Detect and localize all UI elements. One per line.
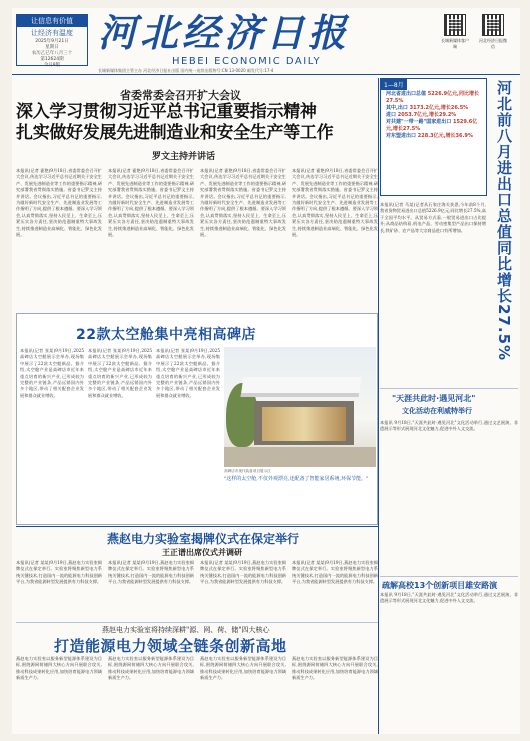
section-divider — [380, 576, 518, 577]
photo-roof — [241, 377, 362, 397]
issue-pages: 今日8版 — [43, 63, 61, 68]
trade-stats-tag: 1—8月 — [381, 79, 407, 90]
photo-ground — [224, 447, 376, 467]
solar-quote: "这样的太空舱,不仅外观漂亮,还配备了智能家居系统,环保节能。" — [224, 476, 369, 482]
trade-stat-line: 对东盟进出口 228.3亿元,增长36.9% — [386, 133, 473, 139]
qr-code-icon[interactable] — [482, 14, 504, 36]
bottom-kicker: 燕赵电力实验室将持续深耕"源、网、荷、储"四大核心 — [102, 626, 270, 634]
bottom-body-col-4: 燕赵电力实验室以服务新型能源体系建设为目标,围绕源网荷储四大核心方向开展联合攻关,推动科技成果转化应用,加快培育能源电力领域新质生产力。 — [292, 656, 378, 681]
shuzhi-body: 本报讯 9月18日,"天涯共此时·遇见河北"文化活动举行,通过文艺展演、非遗展示等形式展现河北文化魅力,促进中外人文交流。 — [380, 592, 518, 604]
qr-code-icon[interactable] — [444, 14, 466, 36]
tianya-body: 本报讯 9月18日,"天涯共此时·遇见河北"文化活动举行,通过文艺展演、非遗展示等形式展现河北文化魅力,促进中外人文交流。 — [380, 420, 518, 432]
newspaper-page — [12, 8, 520, 734]
solar-body-col-3: 本报讯(记者 张某)9月19日,2025高碑店太空舱展示会举办,现场集中展示了22款太空舱新品。据介绍,太空舱产业是高碑店市近年来重点培育的新兴产业,已形成较为完整的产业链条,产品远销国内外多个地区,带动了相关配套企业发展和群众就业增收。 — [156, 348, 220, 398]
yanzhao-subhead: 王正谱出席仪式并调研 — [162, 547, 242, 557]
lead-body-col-4: 本报讯(记者 霍艳)9月18日,省委常委会召开扩大会议,传达学习习近平总书记近期关于安全生产、发展先进制造业等工作的重要指示精神,研究部署我省贯彻落实措施。省委书记罗文主持并讲话。会议指出,习近平总书记的重要指示,为做好新时代安全生产、先进制造业发展等工作指明了方向,提供了根本遵循。要深入学习领会,认真贯彻落实,坚持人民至上、生命至上,压紧压实各方责任,坚决防范遏制重特大事故发生,持续推进制造业高端化、智能化、绿色化发展。 — [292, 168, 378, 238]
lead-headline[interactable] — [16, 102, 380, 144]
solar-body-col-1: 本报讯(记者 张某)9月19日,2025高碑店太空舱展示会举办,现场集中展示了22款太空舱新品。据介绍,太空舱产业是高碑店市近年来重点培育的新兴产业,已形成较为完整的产业链条,产品远销国内外多个地区,带动了相关配套企业发展和群众就业增收。 — [20, 348, 84, 398]
trade-stat-line: 其中,出口 3173.2亿元,增长26.5% — [386, 105, 469, 111]
photo-caption: 高碑店市现代装备项目展示区 — [224, 469, 271, 473]
yanzhao-body-col-1: 本报讯(记者 某某)9月19日,燕赵电力实验室揭牌仪式在保定举行。实验室将聚焦新型电力系统关键技术,打造国内一流的能源电力科技创新平台,为我省能源转型发展提供有力科技支撑。 — [16, 560, 102, 585]
issue-weekday: 星期日 — [45, 45, 59, 50]
space-capsule-photo[interactable] — [224, 347, 376, 467]
trade-stats-box — [380, 78, 487, 196]
yanzhao-body-col-2: 本报讯(记者 某某)9月19日,燕赵电力实验室揭牌仪式在保定举行。实验室将聚焦新型电力系统关键技术,打造国内一流的能源电力科技创新平台,为我省能源转型发展提供有力科技支撑。 — [108, 560, 194, 585]
masthead-divider — [12, 74, 520, 75]
yanzhao-headline[interactable]: 燕赵电力实验室揭牌仪式在保定举行 — [107, 532, 300, 546]
yanzhao-body-col-4: 本报讯(记者 某某)9月19日,燕赵电力实验室揭牌仪式在保定举行。实验室将聚焦新型电力系统关键技术,打造国内一流的能源电力科技创新平台,为我省能源转型发展提供有力科技支撑。 — [292, 560, 378, 585]
publisher-info: 长城新媒体集团主管主办 河北经济日报社出版 国内统一连续出版物号:CN 13-0020 邮发代号:17-4 — [98, 68, 274, 73]
section-divider — [380, 388, 518, 389]
yanzhao-body-col-3: 本报讯(记者 某某)9月19日,燕赵电力实验室揭牌仪式在保定举行。实验室将聚焦新型电力系统关键技术,打造国内一流的能源电力科技创新平台,为我省能源转型发展提供有力科技支撑。 — [200, 560, 286, 585]
solar-headline[interactable]: 22款太空舱集中亮相高碑店 — [76, 327, 256, 343]
bottom-body-col-3: 燕赵电力实验室以服务新型能源体系建设为目标,围绕源网荷储四大核心方向开展联合攻关,推动科技成果转化应用,加快培育能源电力领域新质生产力。 — [200, 656, 286, 681]
qr-label: 河北经济日报微信 — [479, 38, 507, 49]
trade-stat-line: 进口 2053.7亿元,增长29.2% — [386, 112, 457, 118]
lead-body-col-2: 本报讯(记者 霍艳)9月18日,省委常委会召开扩大会议,传达学习习近平总书记近期关于安全生产、发展先进制造业等工作的重要指示精神,研究部署我省贯彻落实措施。省委书记罗文主持并讲话。会议指出,习近平总书记的重要指示,为做好新时代安全生产、先进制造业发展等工作指明了方向,提供了根本遵循。要深入学习领会,认真贯彻落实,坚持人民至上、生命至上,压紧压实各方责任,坚决防范遏制重特大事故发生,持续推进制造业高端化、智能化、绿色化发展。 — [108, 168, 194, 238]
section-divider — [16, 622, 378, 623]
bottom-headline[interactable]: 打造能源电力领域全链条创新高地 — [54, 637, 287, 655]
newspaper-logo: 河北经济日报 — [98, 10, 351, 55]
issue-lunar: 农历乙巳年八月三十 — [31, 51, 73, 56]
tianya-subhead: 文化活动在利威特举行 — [402, 407, 472, 415]
issue-date: 2025年9月21日 — [35, 39, 69, 44]
lead-headline-line-2: 扎实做好发展先进制造业和安全生产等工作 — [16, 123, 334, 143]
trade-stat-line: 河北省进出口总值 5226.9亿元,同比增长27.5% — [386, 91, 479, 104]
shuzhi-headline[interactable]: 疏解高校13个创新项目雄安路演 — [382, 581, 498, 590]
column-divider — [378, 78, 379, 734]
lead-kicker: 省委常委会召开扩大会议 — [120, 89, 241, 102]
photo-glass-wall — [262, 407, 346, 441]
lead-headline-line-1: 深入学习贯彻习近平总书记重要指示精神 — [16, 102, 317, 122]
trade-stat-line: 对共建"一带一路"国家进出口 1529.6亿元,增长27.5% — [386, 119, 478, 132]
trade-vertical-headline[interactable]: 河北前八月进出口总值同比增长27.5% — [495, 80, 513, 362]
slogan-box — [16, 14, 88, 66]
slogan-top: 让信息有价值 — [17, 15, 87, 27]
newspaper-logo-english: HEBEI ECONOMIC DAILY — [172, 56, 322, 67]
lead-body-col-3: 本报讯(记者 霍艳)9月18日,省委常委会召开扩大会议,传达学习习近平总书记近期关于安全生产、发展先进制造业等工作的重要指示精神,研究部署我省贯彻落实措施。省委书记罗文主持并讲话。会议指出,习近平总书记的重要指示,为做好新时代安全生产、先进制造业发展等工作指明了方向,提供了根本遵循。要深入学习领会,认真贯彻落实,坚持人民至上、生命至上,压紧压实各方责任,坚决防范遏制重特大事故发生,持续推进制造业高端化、智能化、绿色化发展。 — [200, 168, 286, 238]
trade-body: 本报讯(记者 马某)记者从石家庄海关获悉,今年前8个月,我省货物贸易进出口总值5226.9亿元,同比增长27.5%,高于全国平均水平。从贸易方式看,一般贸易进出口占比提升;从商品结构看,机电产品、劳动密集型产品出口保持增长,铁矿砂、农产品等大宗商品进口有所增加。 — [380, 202, 486, 233]
slogan-bottom: 让经济有温度 — [31, 29, 73, 37]
lead-body-col-1: 本报讯(记者 霍艳)9月18日,省委常委会召开扩大会议,传达学习习近平总书记近期关于安全生产、发展先进制造业等工作的重要指示精神,研究部署我省贯彻落实措施。省委书记罗文主持并讲话。会议指出,习近平总书记的重要指示,为做好新时代安全生产、先进制造业发展等工作指明了方向,提供了根本遵循。要深入学习领会,认真贯彻落实,坚持人民至上、生命至上,压紧压实各方责任,坚决防范遏制重特大事故发生,持续推进制造业高端化、智能化、绿色化发展。 — [16, 168, 102, 238]
bottom-body-col-2: 燕赵电力实验室以服务新型能源体系建设为目标,围绕源网荷储四大核心方向开展联合攻关,推动科技成果转化应用,加快培育能源电力领域新质生产力。 — [108, 656, 194, 681]
tianya-headline[interactable]: "天涯共此时·遇见河北" — [392, 394, 476, 403]
solar-body-col-2: 本报讯(记者 张某)9月19日,2025高碑店太空舱展示会举办,现场集中展示了22款太空舱新品。据介绍,太空舱产业是高碑店市近年来重点培育的新兴产业,已形成较为完整的产业链条,产品远销国内外多个地区,带动了相关配套企业发展和群众就业增收。 — [88, 348, 152, 398]
qr-label: 长城新媒体客户端 — [441, 38, 469, 49]
bottom-body-col-1: 燕赵电力实验室以服务新型能源体系建设为目标,围绕源网荷储四大核心方向开展联合攻关,推动科技成果转化应用,加快培育能源电力领域新质生产力。 — [16, 656, 102, 681]
issue-number: 第12624期 — [40, 57, 64, 62]
lead-byline: 罗文主持并讲话 — [152, 152, 216, 162]
section-divider — [16, 526, 378, 527]
